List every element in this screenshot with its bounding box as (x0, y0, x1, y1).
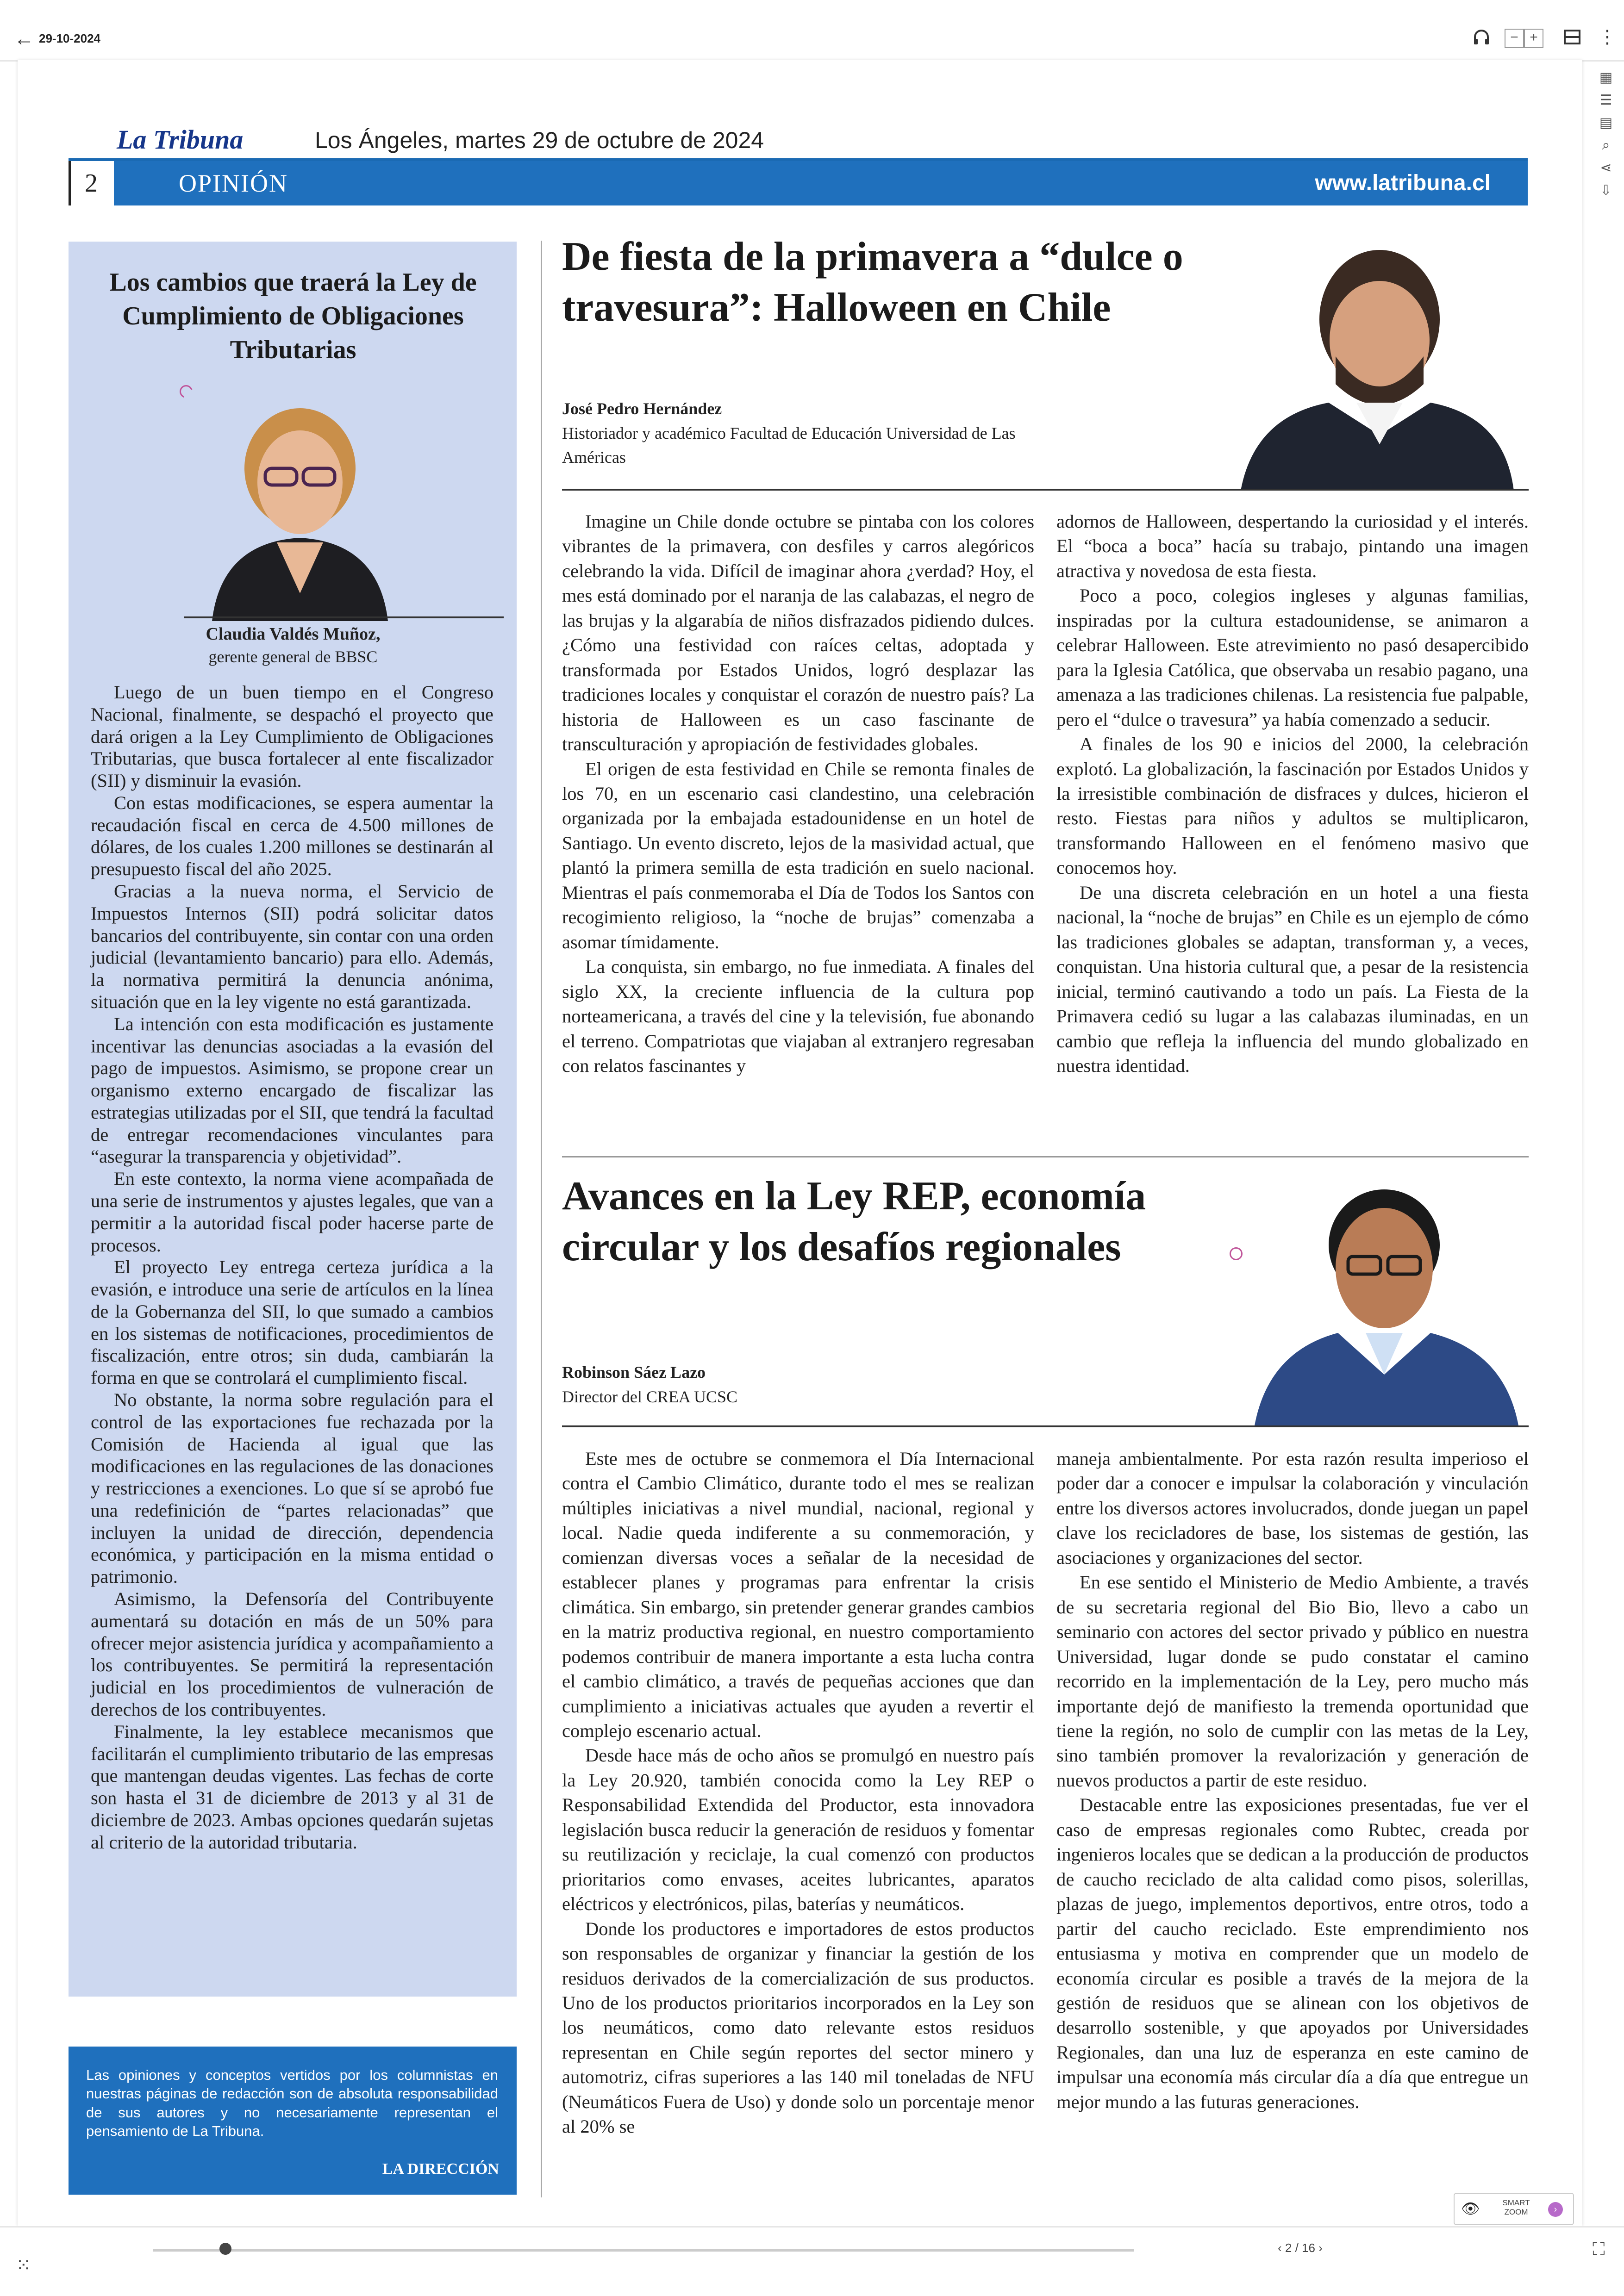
page-navigator[interactable]: ‹ 2 / 16 › (1278, 2241, 1323, 2255)
section-label: OPINIÓN (179, 169, 288, 197)
article-author-role: Historiador y académico Facultad de Educación Universidad de Las Américas (562, 424, 1016, 467)
issue-date: 29-10-2024 (39, 31, 100, 45)
sidebar-title: Los cambios que traerá la Ley de Cumplimiento de Obligaciones Tributarias (109, 268, 477, 364)
column-divider (541, 241, 542, 2197)
article-separator (562, 1156, 1529, 1157)
page-slider-handle[interactable] (219, 2243, 231, 2255)
zoom-hotspot-icon[interactable] (1230, 1247, 1243, 1260)
page-slider[interactable] (153, 2249, 1134, 2252)
author-photo (1245, 1176, 1523, 1425)
article-rule (562, 1425, 1529, 1427)
zoom-in-button[interactable]: + (1524, 29, 1543, 48)
smart-zoom-label: SMART ZOOM (1502, 2198, 1530, 2216)
search-icon[interactable]: ⌕ (1602, 137, 1610, 153)
article-title: De fiesta de la primavera a “dulce o travesura”: Halloween en Chile (562, 234, 1183, 330)
newspaper-logo: La Tribuna (117, 124, 244, 155)
paragraph: Asimismo, la Defensoría del Contribuyente aumentará su dotación en más de un 50% para ofrecer mejor asistencia jurídica y acompañamiento a los contribuyentes. Se permitirá la representación judicial en los procedimientos de vulneración de derechos de los contribuyentes. (91, 1588, 493, 1720)
paragraph: maneja ambientalmente. Por esta razón resulta imperioso el poder dar a conocer e impulsar la colaboración y vinculación entre los diversos actores involucrados, donde juegan un papel clave los recicladores de base, los sistemas de gestión, las asociaciones y organizaciones del sector. (1056, 1448, 1529, 1568)
paragraph: adornos de Halloween, despertando la curiosidad y el interés. El “boca a boca” hacía su trabajo, pintando una imagen atractiva y novedosa de esta fiesta. (1056, 511, 1529, 581)
paragraph: La conquista, sin embargo, no fue inmediata. A finales del siglo XX, la creciente influencia de la cultura pop norteamericana, a través del cine y la televisión, fue abonando el terreno. Compatriotas que viajaban al extranjero regresaban con relatos fascinantes y (562, 956, 1034, 1076)
author-photo (1222, 241, 1514, 491)
list-icon[interactable]: ☰ (1599, 93, 1612, 108)
paragraph: Destacable entre las exposiciones presentadas, fue ver el caso de empresas regionales como Rubtec, creada por ingenieros locales que se dedican a la producción de productos de caucho reciclado de alta calidad como pisos, solerillas, plazas de juego, implementos deportivos, entre otros, todo a partir del caucho reciclado. Este emprendimiento nos entusiasma y motiva en comprender que un modelo de economía circular es posible a través de la mejora de la gestión de residuos que se alinean con los objetivos de desarrollo sostenible, y que apoyados por Universidades Regionales, dan una luz de esperanza en este camino de impulsar una economía más circular día a día que entregue un mejor mundo a las futuras generaciones. (1056, 1794, 1529, 2112)
article-column-2 (1056, 1446, 1529, 2114)
article-column-1 (562, 1446, 1034, 2139)
paragraph: Finalmente, la ley establece mecanismos que facilitarán el cumplimiento tributario de las empresas que mantengan deudas vigentes. Las fechas de corte son hasta el 31 de diciembre de 2013 y al 31 de diciembre de 2023. Ambas opciones quedarán sujetas al criterio de la autoridad tributaria. (91, 1721, 493, 1853)
headphones-icon[interactable] (1472, 28, 1491, 50)
download-icon[interactable]: ⇩ (1600, 183, 1612, 198)
sidebar-author-role: gerente general de BBSC (208, 647, 378, 666)
sidebar-column (69, 242, 517, 1997)
paragraph: Con estas modificaciones, se espera aumentar la recaudación fiscal en cerca de 4.500 millones de dólares, de los cuales 1.200 millones se destinarán al presupuesto fiscal del año 2025. (91, 792, 493, 880)
section-band (114, 161, 1528, 205)
paragraph: No obstante, la norma sobre regulación para el control de las exportaciones fue rechazada por la Comisión de Hacienda al igual que las modificaciones en las regulaciones de las donaciones y restricciones a exenciones. Lo que sí se aprobó fue una redefinición de “partes relacionadas” que incluyen la unidad de dirección, dependencia económica, y participación en la misma entidad o patrimonio. (91, 1389, 493, 1587)
toggle-icon[interactable]: › (1548, 2202, 1563, 2217)
share-icon[interactable]: ⋖ (1600, 160, 1612, 175)
paragraph: De una discreta celebración en un hotel a una fiesta nacional, la “noche de brujas” en Chile es un ejemplo de cómo las tradiciones globales se adaptan, transforman y, a veces, conquistan. Una historia cultural que, a pesar de la resistencia inicial, terminó cautivando a todo un país. La Fiesta de la Primavera cedió su lugar a las calabazas iluminadas, en un cambio que refleja la influencia del mundo globalizado en nuestra identidad. (1056, 882, 1529, 1076)
article-title: Avances en la Ley REP, economía circular y los desafíos regionales (562, 1174, 1146, 1269)
paragraph: Luego de un buen tiempo en el Congreso Nacional, finalmente, se despachó el proyecto que dará origen a la Ley Cumplimiento de Obligaciones Tributarias, que busca fortalecer al ente fiscalizador (SII) y disminuir la evasión. (91, 682, 493, 791)
paragraph: El proyecto Ley entrega certeza jurídica a la evasión, e introduce una serie de artículos en la línea de la Gobernanza del SII, lo que sumado a cambios en los sistemas de notificaciones, procedimientos de fiscalización, entre otros; sin duda, cambiarán la forma en que se controlará el cumplimiento fiscal. (91, 1257, 493, 1388)
more-menu-icon[interactable]: ⋮ (1598, 26, 1617, 47)
masthead-date: Los Ángeles, martes 29 de octubre de 2024 (315, 127, 764, 153)
paragraph: Desde hace más de ocho años se promulgó en nuestro país la Ley 20.920, también conocida como la Ley REP o Responsabilidad Extendida del Productor, esta innovadora legislación busca reducir la generación de residuos y fomentar su reutilización y reciclaje, la cual comenzó con productos prioritarios como envases, aceites lubricantes, aparatos eléctricos y electrónicos, pilas, baterías y neumáticos. (562, 1745, 1034, 1915)
viewer-toolbar (0, 0, 1624, 62)
sidebar-author: Claudia Valdés Muñoz, (206, 624, 381, 644)
page-icon[interactable]: ▤ (1599, 115, 1613, 131)
paragraph: Este mes de octubre se conmemora el Día Internacional contra el Cambio Climático, durante todo el mes se realizan múltiples iniciativas a nivel mundial, nacional, regional y local. Nadie queda indiferente a su conmemoración, y comienzan diversas voces a señalar de la necesidad de establecer planes y programas para enfrentar la crisis climática. Sin embargo, sin pretender generar grandes cambios en la matriz productiva regional, en nuestro comportamiento podemos contribuir de manera importante a esta lucha contra el cambio climático, a través de pequeñas acciones que dan cumplimiento a iniciativas actuales que ayuden a revertir el complejo escenario actual. (562, 1448, 1034, 1741)
site-url: www.latribuna.cl (1315, 171, 1491, 195)
paragraph: La intención con esta modificación es justamente incentivar las denuncias asociadas a la evasión del pago de impuestos. Asimismo, se propone crear un organismo externo encargado de fiscalizar las estrategias utilizadas por el SII, que tendrá la facultad de entregar recomendaciones vinculantes para “asegurar la transparencia y objetividad”. (91, 1013, 493, 1167)
paragraph: En este contexto, la norma viene acompañada de una serie de instrumentos y ajustes legales, que van a permitir a la autoridad fiscal poder hacerse parte de procesos. (91, 1168, 493, 1256)
back-arrow-icon[interactable]: ← (14, 27, 34, 50)
paragraph: Gracias a la nueva norma, el Servicio de Impuestos Internos (SII) podrá solicitar datos bancarios del contribuyente, sin contar con una orden judicial (levantamiento bancario) para ello. Además, la normativa permitirá la denuncia anónima, situación que en la ley vigente no está garantizada. (91, 881, 493, 1012)
paragraph: Imagine un Chile donde octubre se pintaba con los colores vibrantes de la primavera, con desfiles y carros alegóricos celebrando la vida. Difícil de imaginar ahora ¿verdad? Hoy, el mes está dominado por el naranja de las calabazas, el negro de las brujas y la algarabía de niños disfrazados pidiendo dulces. ¿Cómo una festividad con raíces celtas, adoptada y transformada por Estados Unidos, logró desplazar las tradiciones locales y conquistar el corazón de nuestro país? La historia de Halloween es un caso fascinante de transculturación y apropiación de festividades globales. (562, 511, 1034, 755)
layout-icon[interactable] (1563, 28, 1581, 50)
article-rule (562, 489, 1529, 491)
article-column-2 (1056, 509, 1529, 1078)
viewer-bottom-bar (0, 2226, 1624, 2296)
article-author: Robinson Sáez Lazo (562, 1363, 706, 1381)
author-photo (184, 390, 402, 621)
sidebar-body (91, 681, 493, 1853)
paragraph: A finales de los 90 e inicios del 2000, la celebración explotó. La globalización, la fascinación por Estados Unidos y la irresistible combinación de disfraces y dulces, hicieron el resto. Fiestas para niños y adultos se multiplicaron, transformando Halloween en el fenómeno masivo que conocemos hoy. (1056, 734, 1529, 878)
page-number: 2 (69, 161, 112, 205)
disclaimer-text: Las opiniones y conceptos vertidos por los columnistas en nuestras páginas de redacción son de absoluta responsabilidad de sus autores y no necesariamente representan el pensamiento de La Tribuna. (86, 2067, 498, 2139)
paragraph: Poco a poco, colegios ingleses y algunas familias, inspiradas por la cultura estadounidense, se animaron a celebrar Halloween. Este atrevimiento no pasó desapercibido para la Iglesia Católica, que observaba un resabio pagano, una amenaza a las tradiciones chilenas. La resistencia fue palpable, pero el “dulce o travesura” ya había comenzado a seducir. (1056, 585, 1529, 730)
paragraph: Donde los productores e importadores de estos productos son responsables de organizar y financiar la gestión de los residuos derivados de la comercialización de sus productos. Uno de los productos prioritarios incorporados en la Ley son los neumáticos, como dato relevante estos residuos representan en Chile según reportes del sector minero y automotriz, cifras superiores a las 140 mil toneladas de NFU (Neumáticos Fuera de Uso) y donde solo un porcentaje menor al 20% se (562, 1918, 1034, 2137)
side-tools (1588, 69, 1624, 205)
article-author-role: Director del CREA UCSC (562, 1388, 737, 1406)
photo-rule (184, 616, 504, 618)
fullscreen-icon[interactable]: ⛶ (1593, 2240, 1605, 2259)
grid-view-icon[interactable]: ▦ (1599, 70, 1613, 85)
zoom-out-button[interactable]: − (1505, 29, 1524, 48)
paragraph: El origen de esta festividad en Chile se remonta finales de los 70, en un escenario casi clandestino, una celebración organizada por la embajada estadounidense en un hotel de Santiago. Un evento discreto, lejos de la masividad actual, que plantó la primera semilla de esta tradición en suelo nacional. Mientras el país conmemoraba el Día de Todos los Santos con recogimiento religioso, la “noche de brujas” comenzaba a asomar tímidamente. (562, 758, 1034, 952)
eye-icon: 👁 (1461, 2200, 1480, 2217)
thumbnails-icon[interactable]: ⁙ (16, 2255, 31, 2276)
smart-zoom-toggle[interactable] (1454, 2193, 1574, 2225)
disclaimer-signature: LA DIRECCIÓN (382, 2160, 499, 2178)
zoom-controls (1505, 29, 1543, 48)
paragraph: En ese sentido el Ministerio de Medio Ambiente, a través de su secretaria regional del Bio Bio, llevo a cabo un seminario con actores del sector privado y público en nuestra Universidad, lugar donde se pudo constatar el camino recorrido en la implementación de la Ley, pero mucho más importante dejó de manifiesto la tremenda oportunidad que tiene la región, no solo de cumplir con las metas de la Ley, sino también promover la revalorización y generación de nuevos productos a partir de este residuo. (1056, 1572, 1529, 1791)
section-header (69, 158, 1528, 205)
article-column-1 (562, 509, 1034, 1078)
editorial-disclaimer (69, 2047, 517, 2195)
article-author: José Pedro Hernández (562, 399, 722, 418)
